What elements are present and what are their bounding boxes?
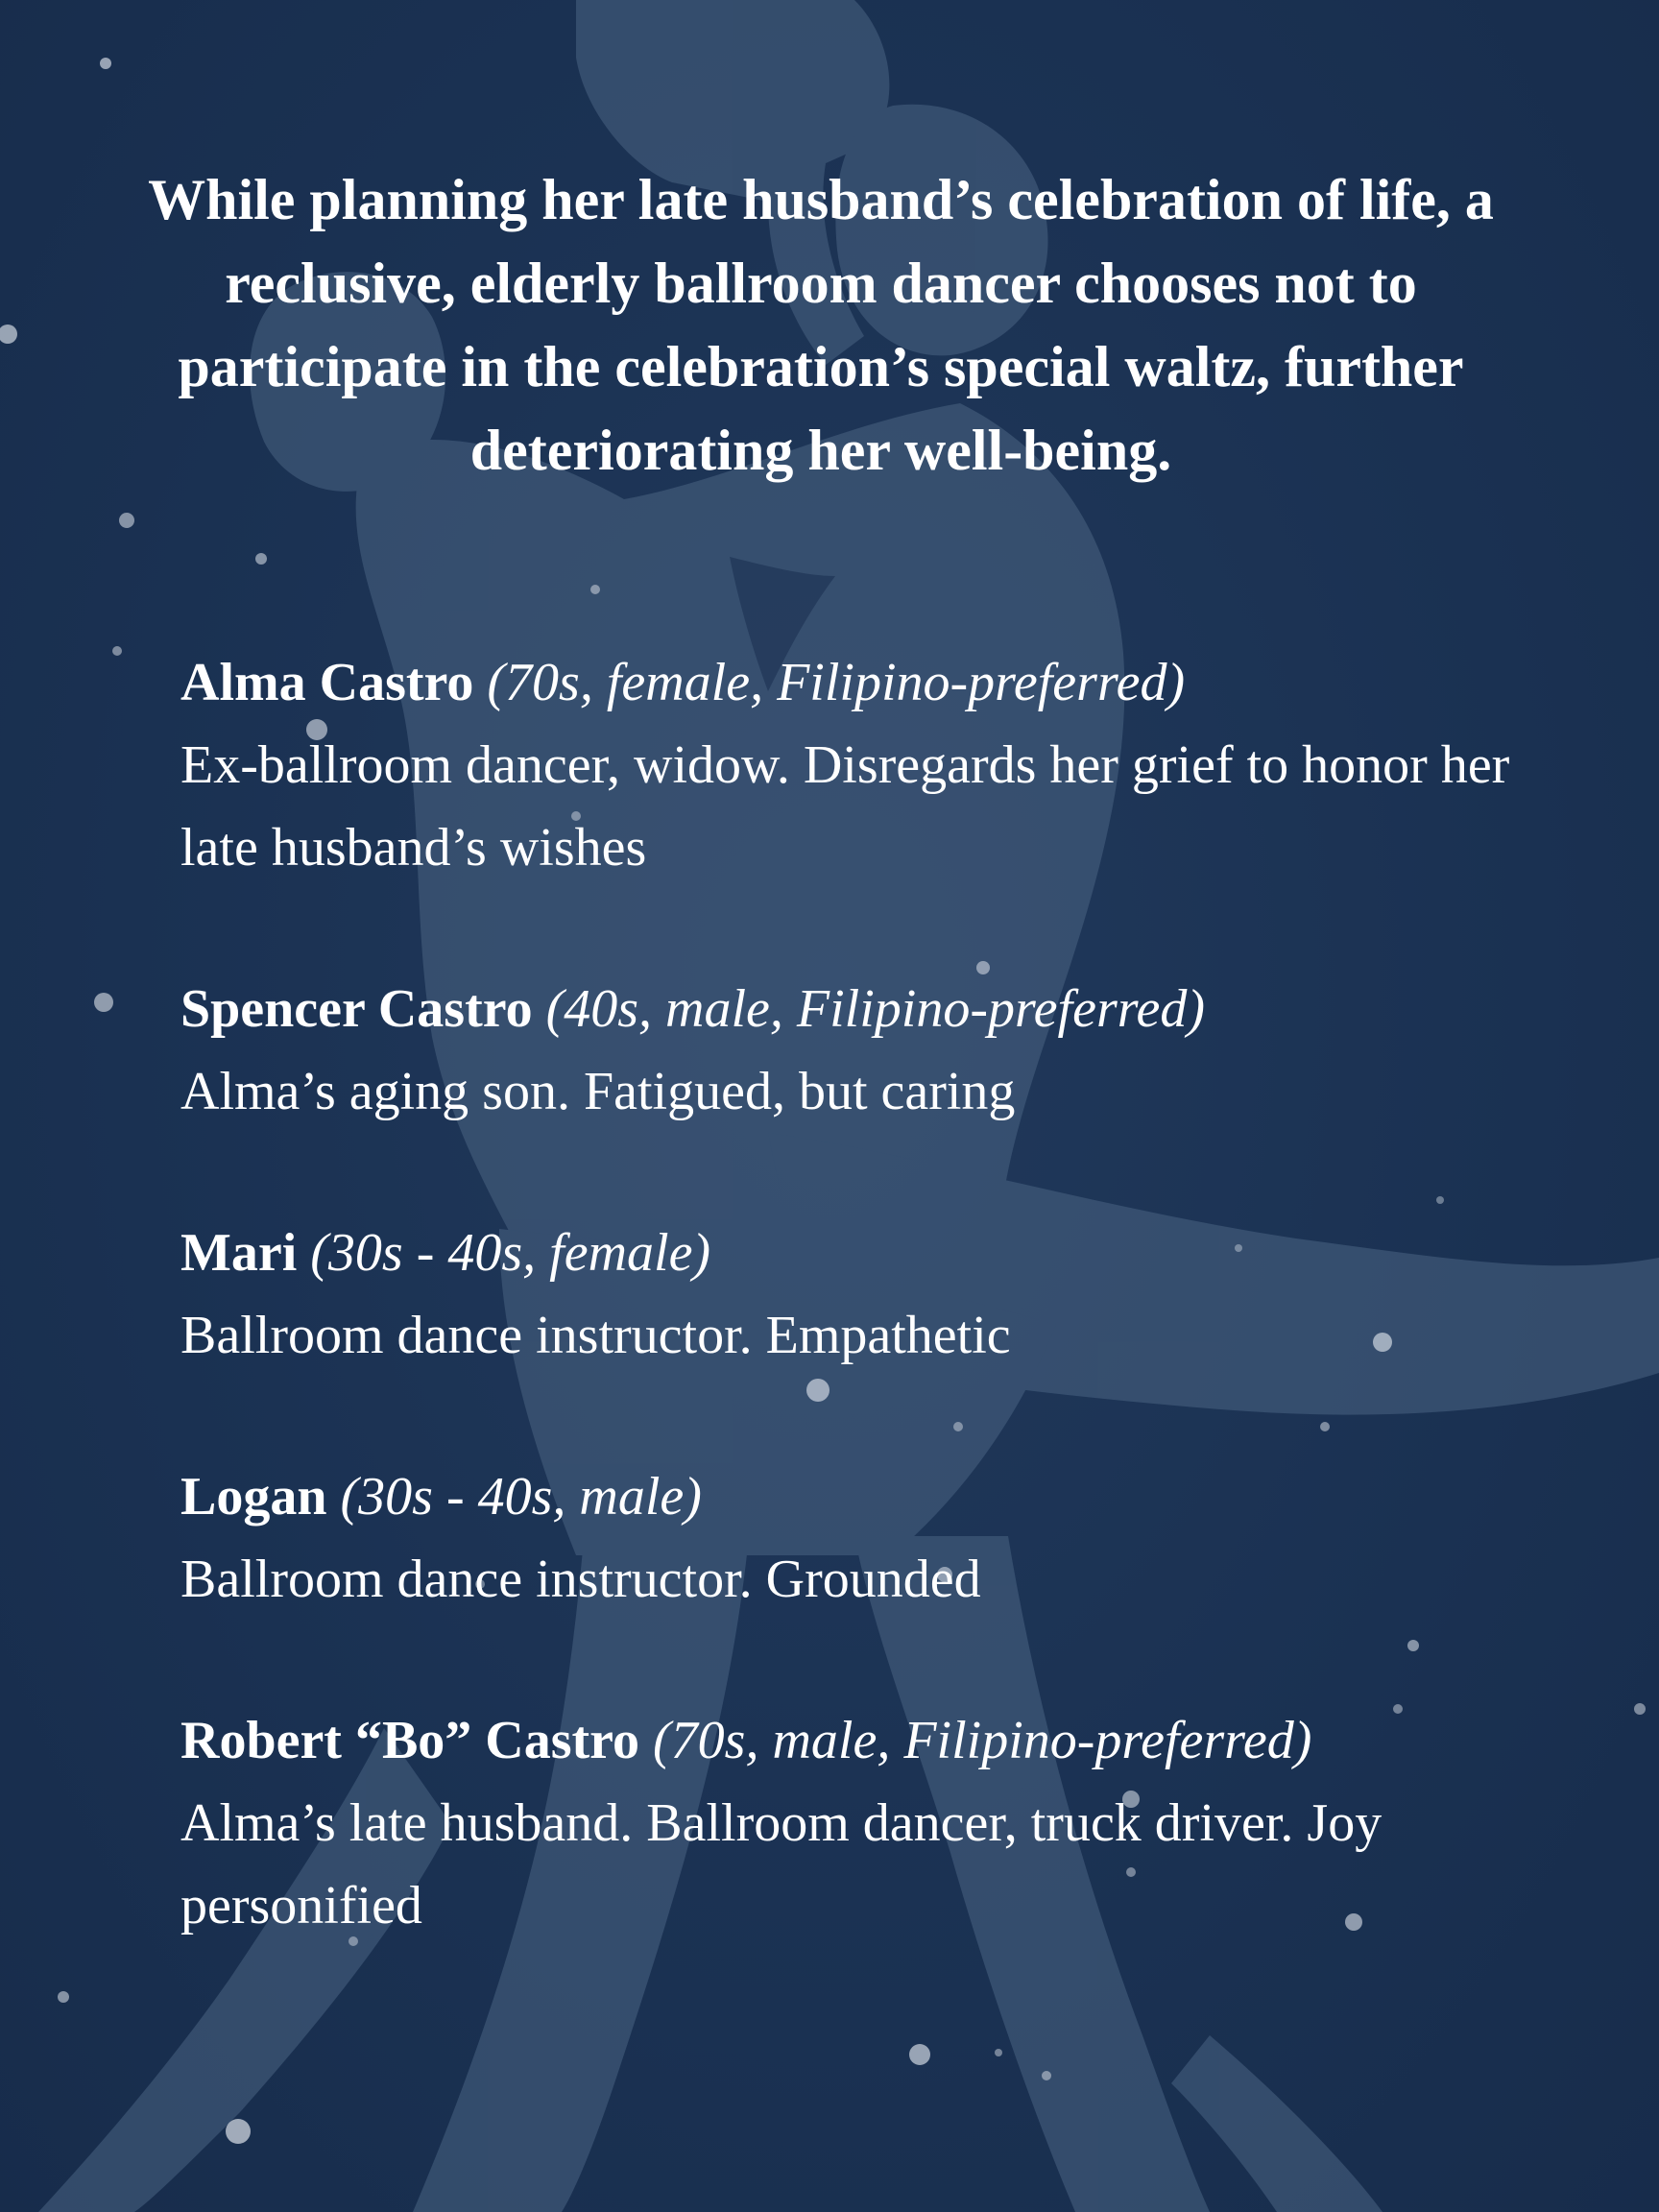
character-description: Ballroom dance instructor. Grounded: [180, 1550, 981, 1609]
character-list: [180, 641, 1563, 2026]
character-description: Ballroom dance instructor. Empathetic: [180, 1306, 1011, 1365]
character-alma: [180, 641, 1563, 889]
character-meta: (30s - 40s, female): [310, 1223, 711, 1283]
character-description: Alma’s aging son. Fatigued, but caring: [180, 1062, 1016, 1121]
character-meta: (40s, male, Filipino-preferred): [545, 979, 1205, 1039]
character-heading: [180, 1455, 1563, 1538]
character-description: Alma’s late husband. Ballroom dancer, truck driver. Joy personified: [180, 1793, 1382, 1936]
character-heading: [180, 1212, 1563, 1294]
character-spencer: [180, 968, 1563, 1133]
character-meta: (30s - 40s, male): [340, 1467, 702, 1527]
character-heading: [180, 1699, 1563, 1782]
character-robert: [180, 1699, 1563, 1947]
character-name: Robert “Bo” Castro: [180, 1711, 640, 1770]
character-heading: [180, 641, 1563, 724]
character-logan: [180, 1455, 1563, 1621]
character-name: Spencer Castro: [180, 979, 533, 1039]
character-name: Mari: [180, 1223, 298, 1283]
character-meta: (70s, female, Filipino-preferred): [487, 653, 1186, 712]
character-mari: [180, 1212, 1563, 1377]
logline: While planning her late husband’s celebration of life, a reclusive, elderly ballroom dancer chooses not to participate in the celebration’s special waltz, further deteriorating her well-being.: [148, 168, 1494, 482]
character-name: Logan: [180, 1467, 327, 1527]
character-meta: (70s, male, Filipino-preferred): [653, 1711, 1312, 1770]
character-description: Ex-ballroom dancer, widow. Disregards her grief to honor her late husband’s wishes: [180, 735, 1510, 878]
character-name: Alma Castro: [180, 653, 474, 712]
character-heading: [180, 968, 1563, 1050]
